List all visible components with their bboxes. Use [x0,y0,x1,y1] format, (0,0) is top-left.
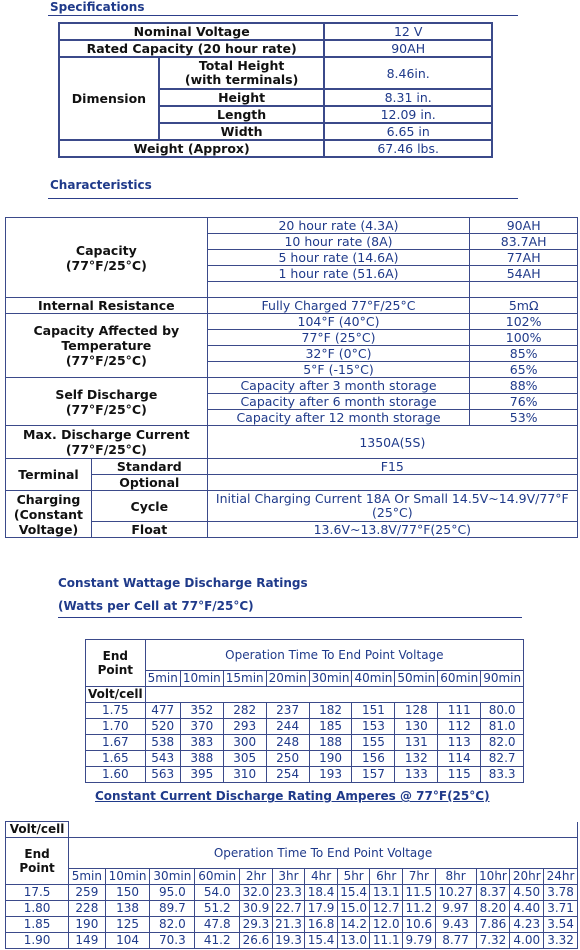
cc-time-column: 8hr [435,869,476,885]
temperature-percent: 85% [470,346,578,362]
value-cell: 3.54 [544,917,578,933]
value-cell: 153 [352,719,395,735]
cc-time-column: 60min [195,869,240,885]
capacity-rate: 20 hour rate (4.3A) [207,218,470,234]
value-cell: 125 [105,917,150,933]
temperature-percent: 102% [470,314,578,330]
capacity-empty-cell [470,282,578,298]
table-row [6,917,578,933]
terminal-optional-value [207,475,577,491]
value-cell: 248 [266,735,309,751]
value-cell: 228 [69,901,105,917]
height-label: Height [159,89,324,106]
value-cell: 95.0 [150,885,195,901]
cc-time-column: 24hr [544,869,578,885]
constant-current-title: Constant Current Discharge Rating Amperes @ 77°F(25°C) [95,789,490,803]
cc-spacer [69,822,578,838]
value-cell: 18.4 [305,885,338,901]
value-cell: 3.78 [544,885,578,901]
terminal-label: Terminal [6,459,92,491]
cc-time-column: 10hr [476,869,510,885]
value-cell: 151 [352,703,395,719]
value-cell: 4.40 [510,901,544,917]
charging-float-label: Float [91,522,207,538]
value-cell: 150 [105,885,150,901]
temperature-value: 104°F (40°C) [207,314,470,330]
cc-time-column: 10min [105,869,150,885]
cc-time-column: 2hr [240,869,273,885]
value-cell: 300 [223,735,266,751]
capacity-empty-cell [207,282,470,298]
value-cell: 17.9 [305,901,338,917]
height-value: 8.31 in. [324,89,492,106]
value-cell: 305 [223,751,266,767]
value-cell: 8.37 [476,885,510,901]
value-cell: 352 [180,703,223,719]
cw-rows [86,703,524,783]
value-cell: 32.0 [240,885,273,901]
value-cell: 128 [395,703,438,719]
temperature-value: 77°F (25°C) [207,330,470,346]
value-cell: 80.0 [481,703,524,719]
value-cell: 138 [105,901,150,917]
end-point-voltage-cell: 1.65 [86,751,146,767]
value-cell: 89.7 [150,901,195,917]
value-cell: 9.79 [403,933,436,949]
constant-current-table [5,821,578,949]
value-cell: 104 [105,933,150,949]
constant-wattage-subtitle: (Watts per Cell at 77°F/25°C) [58,599,254,613]
cw-spacer [145,687,524,703]
value-cell: 4.00 [510,933,544,949]
end-point-voltage-cell: 1.60 [86,767,146,783]
cc-time-column: 5hr [337,869,370,885]
value-cell: 149 [69,933,105,949]
cw-time-column: 90min [481,671,524,687]
total-height-label: Total Height (with terminals) [159,57,324,89]
value-cell: 4.23 [510,917,544,933]
table-row [86,703,524,719]
value-cell: 12.7 [370,901,403,917]
value-cell: 14.2 [337,917,370,933]
temperature-percent: 100% [470,330,578,346]
cw-time-column: 15min [223,671,266,687]
storage-condition: Capacity after 6 month storage [207,394,470,410]
width-value: 6.65 in [324,123,492,140]
terminal-optional-label: Optional [91,475,207,491]
value-cell: 11.5 [403,885,436,901]
value-cell: 157 [352,767,395,783]
value-cell: 8.77 [435,933,476,949]
cc-time-column: 30min [150,869,195,885]
temperature-capacity-label: Capacity Affected by Temperature (77°F/25°C) [6,314,208,378]
cw-end-point-header: End Point [86,640,146,687]
value-cell: 9.43 [435,917,476,933]
width-label: Width [159,123,324,140]
value-cell: 237 [266,703,309,719]
length-label: Length [159,106,324,123]
value-cell: 10.27 [435,885,476,901]
capacity-value: 90AH [470,218,578,234]
value-cell: 388 [180,751,223,767]
value-cell: 10.6 [403,917,436,933]
value-cell: 113 [438,735,481,751]
terminal-standard-value: F15 [207,459,577,475]
value-cell: 370 [180,719,223,735]
value-cell: 12.0 [370,917,403,933]
value-cell: 70.3 [150,933,195,949]
weight-value: 67.46 lbs. [324,140,492,157]
constant-wattage-title: Constant Wattage Discharge Ratings [58,576,308,590]
value-cell: 293 [223,719,266,735]
value-cell: 13.0 [337,933,370,949]
storage-condition: Capacity after 12 month storage [207,410,470,426]
internal-resistance-condition: Fully Charged 77°F/25°C [207,298,470,314]
value-cell: 19.3 [272,933,305,949]
value-cell: 254 [266,767,309,783]
value-cell: 8.20 [476,901,510,917]
charging-label: Charging (Constant Voltage) [6,491,92,538]
value-cell: 383 [180,735,223,751]
cw-time-column: 10min [180,671,223,687]
value-cell: 15.4 [305,933,338,949]
total-height-value: 8.46in. [324,57,492,89]
capacity-rate: 5 hour rate (14.6A) [207,250,470,266]
capacity-rate: 1 hour rate (51.6A) [207,266,470,282]
value-cell: 477 [145,703,180,719]
value-cell: 259 [69,885,105,901]
value-cell: 188 [309,735,352,751]
value-cell: 82.0 [481,735,524,751]
charging-cycle-label: Cycle [91,491,207,522]
end-point-voltage-cell: 1.85 [6,917,69,933]
table-row [6,933,578,949]
value-cell: 11.1 [370,933,403,949]
storage-percent: 76% [470,394,578,410]
weight-label: Weight (Approx) [59,140,324,157]
value-cell: 133 [395,767,438,783]
value-cell: 82.7 [481,751,524,767]
value-cell: 132 [395,751,438,767]
value-cell: 520 [145,719,180,735]
value-cell: 23.3 [272,885,305,901]
end-point-voltage-cell: 1.90 [6,933,69,949]
capacity-rate: 10 hour rate (8A) [207,234,470,250]
value-cell: 282 [223,703,266,719]
cw-time-column: 50min [395,671,438,687]
table-row [86,751,524,767]
constant-wattage-rule [58,617,522,618]
value-cell: 7.86 [476,917,510,933]
max-discharge-label: Max. Discharge Current (77°F/25°C) [6,426,208,459]
value-cell: 3.32 [544,933,578,949]
length-value: 12.09 in. [324,106,492,123]
value-cell: 185 [309,719,352,735]
table-row [6,885,578,901]
value-cell: 4.50 [510,885,544,901]
temperature-percent: 65% [470,362,578,378]
value-cell: 22.7 [272,901,305,917]
value-cell: 51.2 [195,901,240,917]
rated-capacity-label: Rated Capacity (20 hour rate) [59,40,324,57]
characteristics-table [5,217,578,538]
capacity-value: 77AH [470,250,578,266]
cc-time-column: 3hr [272,869,305,885]
value-cell: 82.0 [150,917,195,933]
value-cell: 3.71 [544,901,578,917]
cw-operation-time-header: Operation Time To End Point Voltage [145,640,524,671]
capacity-label: Capacity (77°F/25°C) [6,218,208,298]
value-cell: 182 [309,703,352,719]
rated-capacity-value: 90AH [324,40,492,57]
value-cell: 193 [309,767,352,783]
value-cell: 115 [438,767,481,783]
internal-resistance-label: Internal Resistance [6,298,208,314]
cc-rows [6,885,578,949]
storage-percent: 88% [470,378,578,394]
value-cell: 114 [438,751,481,767]
specifications-table [58,22,493,158]
value-cell: 244 [266,719,309,735]
value-cell: 21.3 [272,917,305,933]
cc-time-column: 6hr [370,869,403,885]
terminal-standard-label: Standard [91,459,207,475]
value-cell: 83.3 [481,767,524,783]
specifications-title: Specifications [50,0,145,14]
value-cell: 543 [145,751,180,767]
max-discharge-value: 1350A(5S) [207,426,577,459]
value-cell: 155 [352,735,395,751]
table-row [86,719,524,735]
value-cell: 190 [309,751,352,767]
cc-operation-time-header: Operation Time To End Point Voltage [69,838,578,869]
table-row [86,735,524,751]
capacity-value: 54AH [470,266,578,282]
value-cell: 54.0 [195,885,240,901]
cc-time-column: 5min [69,869,105,885]
value-cell: 16.8 [305,917,338,933]
value-cell: 111 [438,703,481,719]
cc-time-column: 4hr [305,869,338,885]
value-cell: 13.1 [370,885,403,901]
value-cell: 81.0 [481,719,524,735]
value-cell: 9.97 [435,901,476,917]
cw-time-column: 30min [309,671,352,687]
cc-time-column: 20hr [510,869,544,885]
end-point-voltage-cell: 1.67 [86,735,146,751]
value-cell: 47.8 [195,917,240,933]
cc-volt-cell-header: Volt/cell [6,822,69,838]
end-point-voltage-cell: 1.80 [6,901,69,917]
nominal-voltage-value: 12 V [324,23,492,40]
self-discharge-label: Self Discharge (77°F/25°C) [6,378,208,426]
value-cell: 395 [180,767,223,783]
cc-time-column: 7hr [403,869,436,885]
value-cell: 538 [145,735,180,751]
value-cell: 15.4 [337,885,370,901]
value-cell: 41.2 [195,933,240,949]
value-cell: 190 [69,917,105,933]
cw-time-column: 60min [438,671,481,687]
value-cell: 563 [145,767,180,783]
charging-float-value: 13.6V~13.8V/77°F(25°C) [207,522,577,538]
cw-volt-cell-header: Volt/cell [86,687,146,703]
value-cell: 250 [266,751,309,767]
nominal-voltage-label: Nominal Voltage [59,23,324,40]
cw-time-column: 5min [145,671,180,687]
value-cell: 7.32 [476,933,510,949]
cw-time-column: 40min [352,671,395,687]
value-cell: 131 [395,735,438,751]
table-row [6,901,578,917]
end-point-voltage-cell: 17.5 [6,885,69,901]
value-cell: 112 [438,719,481,735]
cw-time-column: 20min [266,671,309,687]
value-cell: 30.9 [240,901,273,917]
value-cell: 130 [395,719,438,735]
internal-resistance-value: 5mΩ [470,298,578,314]
value-cell: 29.3 [240,917,273,933]
temperature-value: 5°F (-15°C) [207,362,470,378]
value-cell: 11.2 [403,901,436,917]
characteristics-title: Characteristics [50,178,152,192]
value-cell: 26.6 [240,933,273,949]
value-cell: 156 [352,751,395,767]
cc-volt-cell-row [6,822,578,838]
specifications-rule [48,15,518,16]
constant-wattage-table [85,639,524,783]
characteristics-rule [48,198,518,199]
temperature-value: 32°F (0°C) [207,346,470,362]
capacity-value: 83.7AH [470,234,578,250]
cc-end-point-header: End Point [6,838,69,885]
storage-percent: 53% [470,410,578,426]
charging-cycle-value: Initial Charging Current 18A Or Small 14.5V~14.9V/77°F (25°C) [207,491,577,522]
end-point-voltage-cell: 1.70 [86,719,146,735]
value-cell: 15.0 [337,901,370,917]
end-point-voltage-cell: 1.75 [86,703,146,719]
value-cell: 310 [223,767,266,783]
table-row [86,767,524,783]
storage-condition: Capacity after 3 month storage [207,378,470,394]
dimension-label: Dimension [59,57,159,140]
